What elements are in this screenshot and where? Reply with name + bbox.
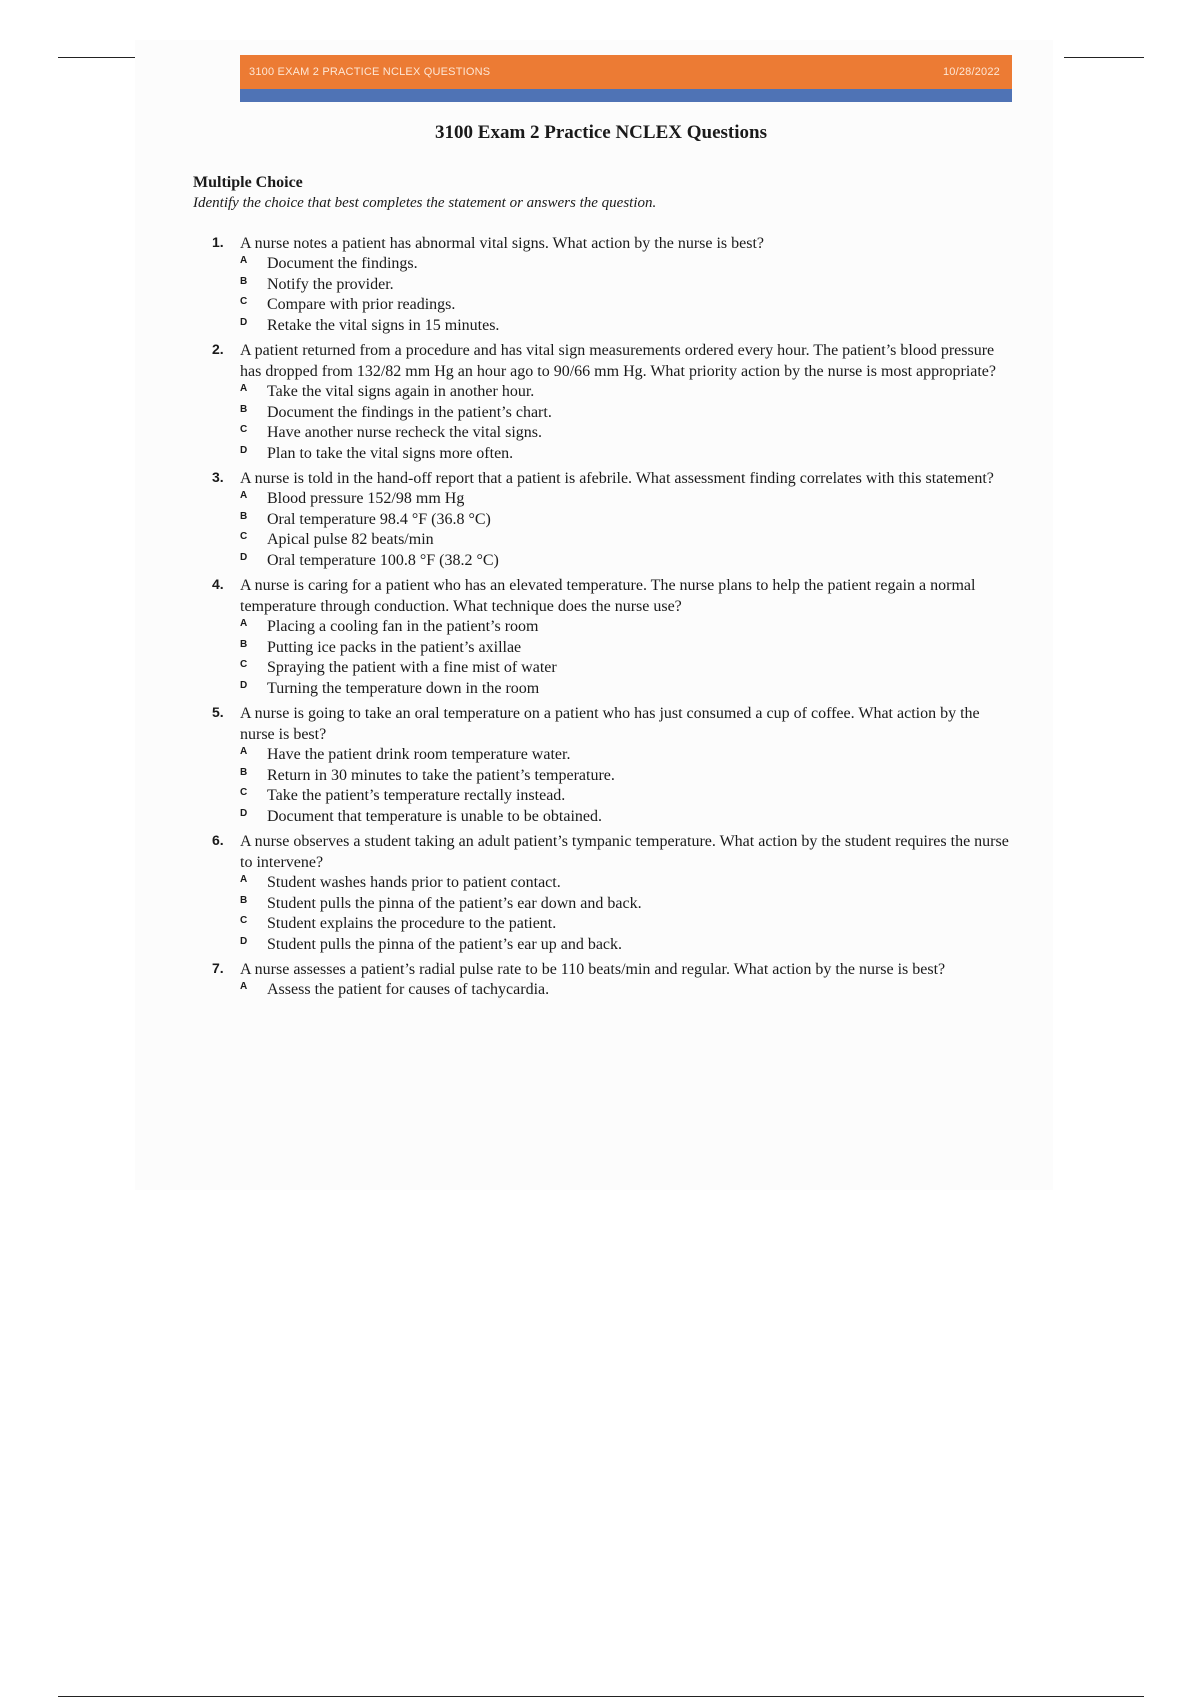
choice-letter: A	[240, 981, 248, 992]
question-text: A nurse assesses a patient’s radial pulse rate to be 110 beats/min and regular. What action by the nurse is best?	[240, 961, 946, 978]
top-left-rule	[58, 57, 138, 58]
choice-text: Putting ice packs in the patient’s axillae	[267, 638, 522, 656]
answer-choice	[240, 530, 1010, 551]
answer-choice	[240, 873, 1010, 894]
choice-text: Student pulls the pinna of the patient’s ear up and back.	[267, 935, 623, 953]
answer-choice	[240, 295, 1010, 316]
choice-text: Student washes hands prior to patient contact.	[267, 874, 561, 891]
choice-letter: D	[240, 444, 248, 456]
answer-choice	[240, 914, 1010, 935]
header-left-text: 3100 EXAM 2 PRACTICE NCLEX QUESTIONS	[249, 66, 491, 78]
choice-list	[240, 617, 1010, 699]
choice-text: Notify the provider.	[267, 275, 394, 293]
choice-text: Compare with prior readings.	[267, 296, 456, 313]
question-number: 4.	[212, 576, 224, 592]
choice-letter: B	[240, 766, 248, 778]
choice-text: Document the findings in the patient’s chart.	[267, 403, 552, 421]
question-text: A nurse is told in the hand-off report that a patient is afebrile. What assessment finding correlates with this statement?	[240, 470, 994, 487]
question-item	[210, 703, 1010, 827]
question-item	[210, 575, 1010, 699]
answer-choice	[240, 935, 1010, 956]
question-text: A nurse is going to take an oral temperature on a patient who has just consumed a cup of coffee. What action by the nurse is best?	[240, 705, 980, 743]
choice-letter: D	[240, 679, 248, 691]
choice-list	[240, 489, 1010, 571]
choice-text: Spraying the patient with a fine mist of water	[267, 659, 557, 676]
choice-letter: B	[240, 275, 248, 287]
answer-choice	[240, 382, 1010, 403]
answer-choice	[240, 316, 1010, 337]
answer-choice	[240, 275, 1010, 296]
choice-text: Blood pressure 152/98 mm Hg	[267, 490, 465, 507]
choice-letter: A	[240, 874, 248, 885]
choice-text: Student pulls the pinna of the patient’s ear down and back.	[267, 894, 642, 912]
answer-choice	[240, 766, 1010, 787]
choice-letter: A	[240, 383, 248, 394]
question-item	[210, 959, 1010, 1001]
answer-choice	[240, 807, 1010, 828]
choice-list	[240, 254, 1010, 336]
question-text: A nurse notes a patient has abnormal vital signs. What action by the nurse is best?	[240, 235, 765, 252]
choice-letter: D	[240, 935, 248, 947]
document-title: 3100 Exam 2 Practice NCLEX Questions	[435, 122, 767, 143]
choice-letter: C	[240, 296, 248, 307]
choice-letter: B	[240, 638, 248, 650]
question-item	[210, 233, 1010, 336]
header-date: 10/28/2022	[942, 66, 1000, 78]
answer-choice	[240, 638, 1010, 659]
answer-choice	[240, 786, 1010, 807]
choice-letter: A	[240, 618, 248, 629]
question-text: A nurse is caring for a patient who has an elevated temperature. The nurse plans to help the patient regain a normal temperature through conduction. What technique does the nurse use?	[240, 577, 976, 615]
choice-list	[240, 745, 1010, 827]
choice-letter: D	[240, 316, 248, 328]
choice-letter: C	[240, 659, 248, 670]
choice-text: Document that temperature is unable to be obtained.	[267, 807, 602, 825]
question-number: 3.	[212, 469, 224, 485]
document-header-bar	[240, 55, 1012, 89]
answer-choice	[240, 489, 1010, 510]
answer-choice	[240, 510, 1010, 531]
choice-text: Apical pulse 82 beats/min	[267, 531, 434, 548]
choice-letter: D	[240, 807, 248, 819]
choice-text: Plan to take the vital signs more often.	[267, 444, 514, 462]
choice-letter: A	[240, 746, 248, 757]
choice-letter: D	[240, 551, 248, 563]
choice-text: Assess the patient for causes of tachycardia.	[267, 981, 550, 998]
choice-list	[240, 382, 1010, 464]
header-stripe	[240, 89, 1012, 102]
choice-text: Oral temperature 100.8 °F (38.2 °C)	[267, 551, 499, 569]
choice-letter: A	[240, 255, 248, 266]
top-right-rule	[1064, 57, 1144, 58]
question-text: A nurse observes a student taking an adult patient’s tympanic temperature. What action by the student requires the nurse to intervene?	[240, 833, 1009, 871]
choice-letter: C	[240, 787, 248, 798]
question-item	[210, 340, 1010, 464]
choice-letter: C	[240, 915, 248, 926]
question-text: A patient returned from a procedure and has vital sign measurements ordered every hour. The patient’s blood pressure has dropped from 132/82 mm Hg an hour ago to 90/66 mm Hg. What priority action by the nurse is most appropriate?	[240, 342, 997, 380]
choice-text: Placing a cooling fan in the patient’s room	[267, 618, 539, 635]
answer-choice	[240, 980, 1010, 1001]
question-number: 1.	[212, 234, 224, 250]
choice-list	[240, 873, 1010, 955]
question-item	[210, 468, 1010, 571]
choice-text: Retake the vital signs in 15 minutes.	[267, 316, 500, 334]
answer-choice	[240, 658, 1010, 679]
section-instructions: Identify the choice that best completes the statement or answers the question.	[193, 195, 657, 211]
question-list	[210, 233, 1010, 1005]
answer-choice	[240, 423, 1010, 444]
choice-text: Turning the temperature down in the room	[267, 679, 540, 697]
question-number: 5.	[212, 704, 224, 720]
answer-choice	[240, 894, 1010, 915]
answer-choice	[240, 254, 1010, 275]
answer-choice	[240, 551, 1010, 572]
question-item	[210, 831, 1010, 955]
choice-text: Return in 30 minutes to take the patient’s temperature.	[267, 766, 615, 784]
choice-text: Take the vital signs again in another hour.	[267, 383, 535, 400]
choice-text: Document the findings.	[267, 255, 418, 272]
answer-choice	[240, 679, 1010, 700]
section-heading: Multiple Choice	[193, 174, 303, 191]
bottom-rule	[58, 1696, 1144, 1697]
choice-list	[240, 980, 1010, 1001]
answer-choice	[240, 444, 1010, 465]
choice-text: Student explains the procedure to the patient.	[267, 915, 557, 932]
choice-text: Have the patient drink room temperature water.	[267, 746, 571, 763]
answer-choice	[240, 617, 1010, 638]
choice-text: Have another nurse recheck the vital signs.	[267, 424, 543, 441]
question-number: 6.	[212, 832, 224, 848]
question-number: 7.	[212, 960, 224, 976]
choice-letter: C	[240, 424, 248, 435]
answer-choice	[240, 403, 1010, 424]
choice-letter: B	[240, 510, 248, 522]
choice-letter: C	[240, 531, 248, 542]
answer-choice	[240, 745, 1010, 766]
question-number: 2.	[212, 341, 224, 357]
choice-letter: B	[240, 894, 248, 906]
choice-letter: A	[240, 490, 248, 501]
choice-letter: B	[240, 403, 248, 415]
choice-text: Take the patient’s temperature rectally instead.	[267, 787, 566, 804]
choice-text: Oral temperature 98.4 °F (36.8 °C)	[267, 510, 491, 528]
